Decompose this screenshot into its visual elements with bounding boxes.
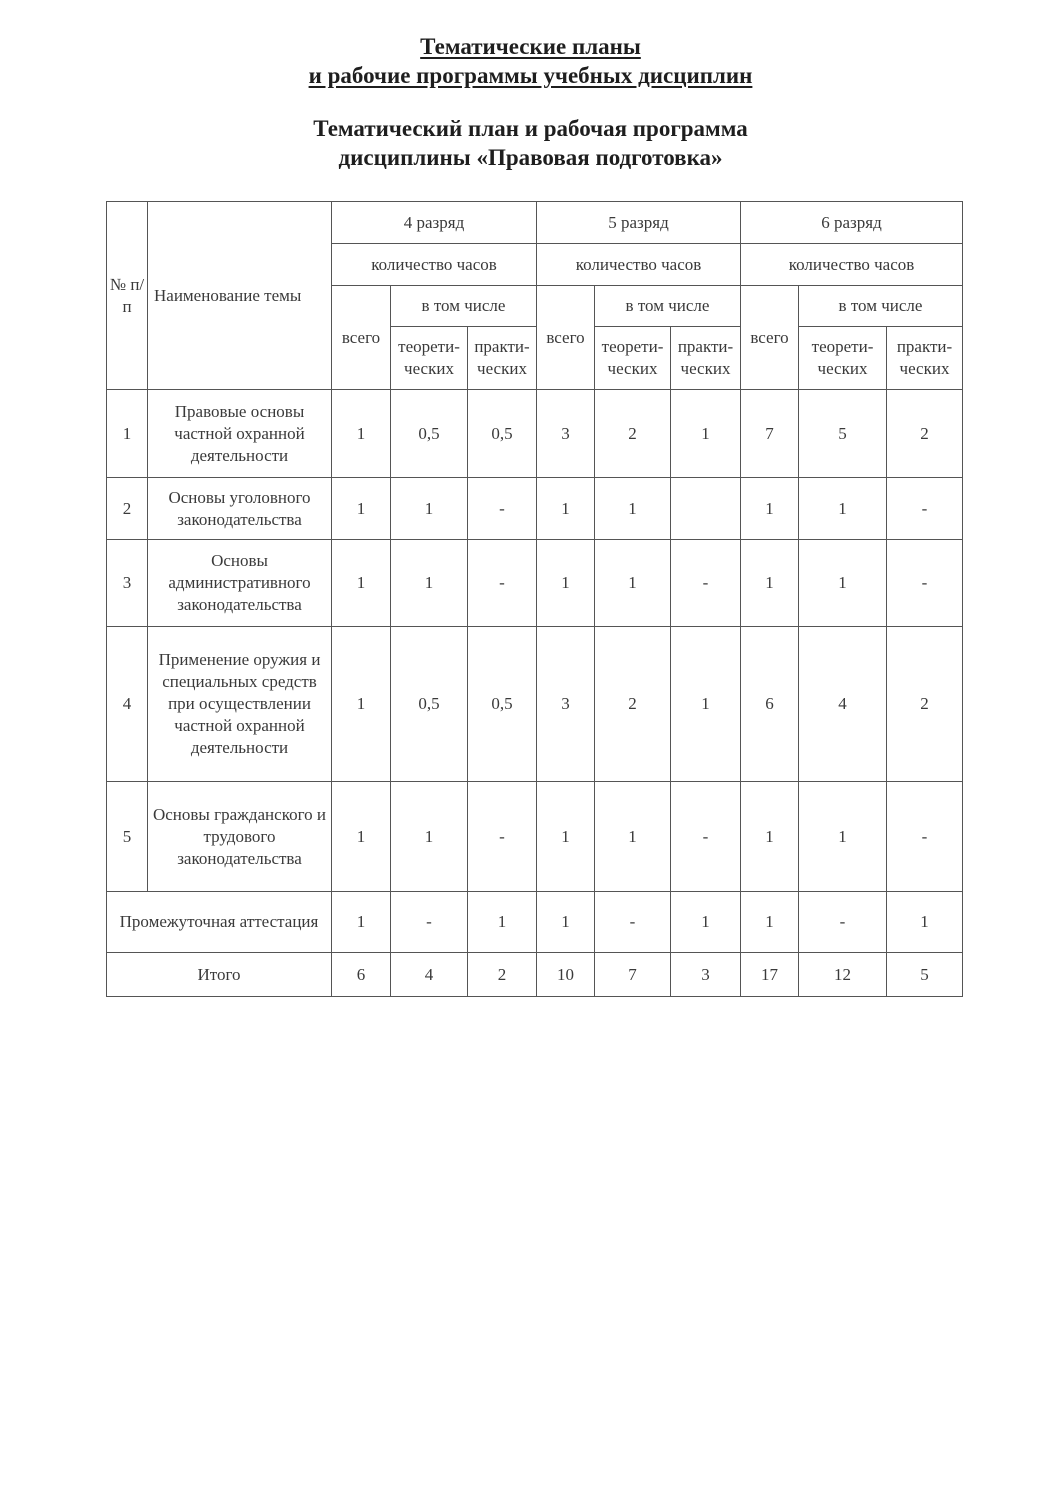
- hours-cell: -: [468, 540, 537, 627]
- hours-cell: 1: [391, 478, 468, 540]
- intermediate-value-cell: 1: [537, 892, 595, 953]
- table-footer: [107, 892, 963, 997]
- subtitle-line-1: Тематический план и рабочая программа: [313, 116, 748, 141]
- thematic-plan-table: [106, 201, 963, 997]
- row-number: 2: [107, 478, 148, 540]
- hours-cell: 1: [671, 627, 741, 782]
- intermediate-value-cell: 1: [468, 892, 537, 953]
- intermediate-value-cell: 1: [671, 892, 741, 953]
- row-number: 1: [107, 390, 148, 478]
- hours-cell: 3: [537, 390, 595, 478]
- row-number: 4: [107, 627, 148, 782]
- hours-cell: 1: [391, 540, 468, 627]
- intermediate-value-cell: -: [391, 892, 468, 953]
- topic-name: Основы гражданского и трудового законодательства: [148, 782, 332, 892]
- header-grade-4: 4 разряд: [332, 202, 537, 244]
- intermediate-value-cell: 1: [332, 892, 391, 953]
- row-number: 5: [107, 782, 148, 892]
- topic-name: Правовые основы частной охранной деятельности: [148, 390, 332, 478]
- table-row: [107, 782, 963, 892]
- hours-cell: 4: [799, 627, 887, 782]
- document-title: [0, 32, 1061, 90]
- hours-cell: 1: [741, 782, 799, 892]
- total-value-cell: 6: [332, 953, 391, 997]
- hours-cell: 1: [671, 390, 741, 478]
- hours-cell: [671, 478, 741, 540]
- hours-cell: 1: [741, 478, 799, 540]
- hours-cell: 1: [595, 782, 671, 892]
- hours-cell: -: [468, 478, 537, 540]
- header-including-5: в том числе: [595, 286, 741, 327]
- hours-cell: -: [887, 478, 963, 540]
- header-including-6: в том числе: [799, 286, 963, 327]
- hours-cell: 1: [595, 540, 671, 627]
- title-line-2: и рабочие программы учебных дисциплин: [308, 63, 753, 88]
- hours-cell: 1: [741, 540, 799, 627]
- subtitle-line-2: дисциплины «Правовая подготовка»: [338, 145, 723, 170]
- total-value-cell: 17: [741, 953, 799, 997]
- hours-cell: 1: [332, 478, 391, 540]
- header-including-4: в том числе: [391, 286, 537, 327]
- topic-name: Основы административного законодательства: [148, 540, 332, 627]
- hours-cell: 1: [537, 782, 595, 892]
- header-practice-6: практи-ческих: [887, 327, 963, 390]
- hours-cell: 3: [537, 627, 595, 782]
- total-value-cell: 3: [671, 953, 741, 997]
- table-row: [107, 540, 963, 627]
- hours-cell: 5: [799, 390, 887, 478]
- title-line-1: Тематические планы: [420, 34, 641, 59]
- total-value-cell: 2: [468, 953, 537, 997]
- header-theory-5: теорети-ческих: [595, 327, 671, 390]
- row-number: 3: [107, 540, 148, 627]
- hours-cell: -: [671, 540, 741, 627]
- header-hours-6: количество часов: [741, 244, 963, 286]
- header-practice-5: практи-ческих: [671, 327, 741, 390]
- intermediate-value-cell: 1: [741, 892, 799, 953]
- hours-cell: -: [671, 782, 741, 892]
- hours-cell: 6: [741, 627, 799, 782]
- header-hours-4: количество часов: [332, 244, 537, 286]
- hours-cell: -: [887, 540, 963, 627]
- total-label: Итого: [107, 953, 332, 997]
- header-grade-6: 6 разряд: [741, 202, 963, 244]
- intermediate-value-cell: -: [799, 892, 887, 953]
- total-value-cell: 7: [595, 953, 671, 997]
- header-theory-4: теорети-ческих: [391, 327, 468, 390]
- header-grade-5: 5 разряд: [537, 202, 741, 244]
- hours-cell: -: [468, 782, 537, 892]
- hours-cell: 1: [537, 540, 595, 627]
- hours-cell: 1: [799, 478, 887, 540]
- header-theory-6: теорети-ческих: [799, 327, 887, 390]
- header-topic: Наименование темы: [148, 202, 332, 390]
- hours-cell: -: [887, 782, 963, 892]
- hours-cell: 1: [799, 782, 887, 892]
- hours-cell: 2: [595, 627, 671, 782]
- hours-cell: 0,5: [468, 627, 537, 782]
- hours-cell: 0,5: [391, 627, 468, 782]
- table-row: [107, 627, 963, 782]
- hours-cell: 0,5: [391, 390, 468, 478]
- table-row: [107, 478, 963, 540]
- total-value-cell: 10: [537, 953, 595, 997]
- intermediate-row: [107, 892, 963, 953]
- intermediate-value-cell: 1: [887, 892, 963, 953]
- table-row: [107, 390, 963, 478]
- hours-cell: 0,5: [468, 390, 537, 478]
- header-total-4: всего: [332, 286, 391, 390]
- hours-cell: 1: [799, 540, 887, 627]
- intermediate-label: Промежуточная аттестация: [107, 892, 332, 953]
- header-num: № п/п: [107, 202, 148, 390]
- hours-cell: 1: [332, 627, 391, 782]
- total-value-cell: 4: [391, 953, 468, 997]
- topic-name: Применение оружия и специальных средств при осуществлении частной охранной деятельности: [148, 627, 332, 782]
- hours-cell: 2: [887, 390, 963, 478]
- hours-cell: 1: [332, 782, 391, 892]
- total-value-cell: 12: [799, 953, 887, 997]
- total-row: [107, 953, 963, 997]
- topic-name: Основы уголовного законодательства: [148, 478, 332, 540]
- hours-cell: 1: [595, 478, 671, 540]
- intermediate-value-cell: -: [595, 892, 671, 953]
- header-hours-5: количество часов: [537, 244, 741, 286]
- hours-cell: 2: [595, 390, 671, 478]
- hours-cell: 1: [332, 540, 391, 627]
- hours-cell: 2: [887, 627, 963, 782]
- header-total-5: всего: [537, 286, 595, 390]
- table-body: [107, 390, 963, 892]
- document-subtitle: [0, 114, 1061, 172]
- hours-cell: 1: [332, 390, 391, 478]
- hours-cell: 7: [741, 390, 799, 478]
- hours-cell: 1: [391, 782, 468, 892]
- hours-cell: 1: [537, 478, 595, 540]
- header-total-6: всего: [741, 286, 799, 390]
- total-value-cell: 5: [887, 953, 963, 997]
- header-practice-4: практи-ческих: [468, 327, 537, 390]
